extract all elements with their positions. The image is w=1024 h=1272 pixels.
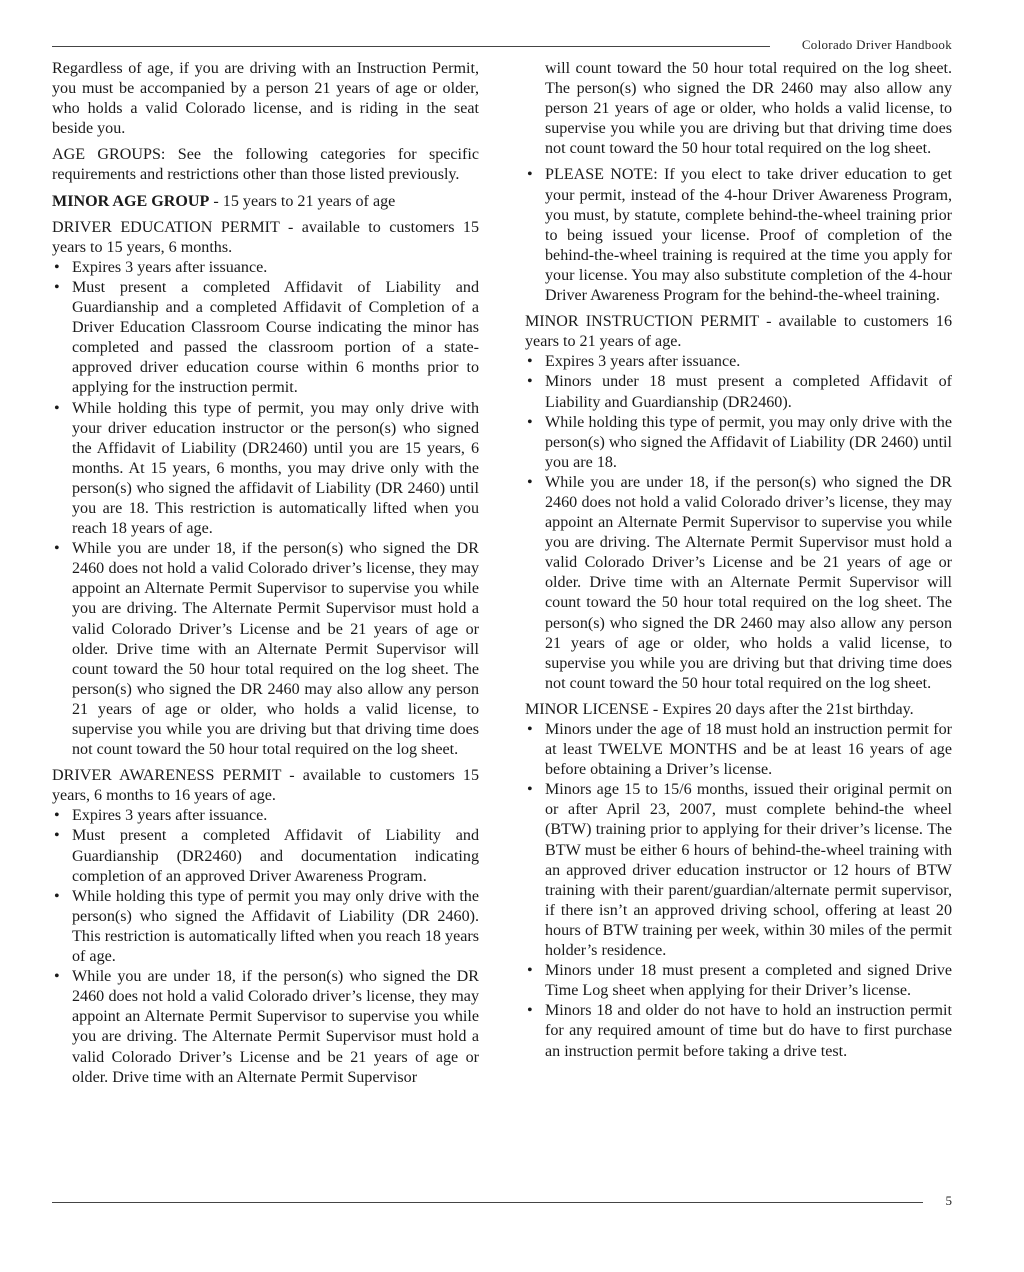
minor-age-group-heading bbox=[52, 192, 479, 212]
driver-education-permit-heading: DRIVER EDUCATION PERMIT - available to customers 15 years to 15 years, 6 months. bbox=[52, 218, 479, 256]
minor-instruction-permit-heading: MINOR INSTRUCTION PERMIT - available to customers 16 years to 21 years of age. bbox=[525, 313, 952, 351]
right-column bbox=[525, 59, 952, 1068]
footer-rule bbox=[52, 1202, 923, 1203]
minor-license-list bbox=[525, 720, 952, 1062]
list-item: • Expires 3 years after issuance. bbox=[52, 806, 479, 826]
minor-instruction-permit-list bbox=[525, 352, 952, 694]
left-column bbox=[52, 59, 479, 1094]
minor-age-group-range: - 15 years to 21 years of age bbox=[209, 192, 396, 210]
list-item: • Minors 18 and older do not have to hold an instruction permit for any required amount of time but do have to first purchase an instruction permit before taking a drive test. bbox=[525, 1001, 952, 1061]
list-item: • Minors age 15 to 15/6 months, issued their original permit on or after April 23, 2007, must complete behind-the wheel (BTW) training prior to applying for their driver’s license. The BTW must be either 6 hours of behind-the-wheel training with an approved driver education instructor or 12 hours of BTW training with their parent/guardian/alternate permit supervisor, if there isn’t an approved driving school, offering at least 20 hours of BTW training per week, within 30 miles of the permit holder’s residence. bbox=[525, 780, 952, 961]
intro-paragraph: Regardless of age, if you are driving with an Instruction Permit, you must be accompanied by a person 21 years of age or older, who holds a valid Colorado license, and is riding in the seat beside you. bbox=[52, 60, 479, 138]
list-item: • Expires 3 years after issuance. bbox=[525, 352, 952, 372]
list-item: • Minors under 18 must present a completed and signed Drive Time Log sheet when applying for their Driver’s license. bbox=[525, 961, 952, 1001]
list-item: • While you are under 18, if the person(s) who signed the DR 2460 does not hold a valid Colorado driver’s license, they may appoint an Alternate Permit Supervisor to supervise you while you are driving. The Alternate Permit Supervisor must hold a valid Colorado Driver’s License and be 21 years of age or older. Drive time with an Alternate Permit Supervisor will count toward the 50 hour total required on the log sheet. The person(s) who signed the DR 2460 may also allow any person 21 years of age or older, who holds a valid license, to supervise you while you are driving but that driving time does not count toward the 50 hour total required on the log sheet. bbox=[52, 539, 479, 760]
list-item: • Minors under the age of 18 must hold an instruction permit for at least TWELVE MONTHS and be at least 16 years of age before obtaining a Driver’s license. bbox=[525, 720, 952, 780]
minor-age-group-label: MINOR AGE GROUP bbox=[52, 192, 210, 210]
list-item: • Must present a completed Affidavit of Liability and Guardianship and a completed Affidavit of Completion of a Driver Education Classroom Course indicating the minor has completed and passed the classroom portion of a state-approved driver education course within 6 months prior to applying for the instruction permit. bbox=[52, 278, 479, 399]
page-number: 5 bbox=[945, 1193, 952, 1208]
driver-awareness-permit-list bbox=[52, 806, 479, 1087]
minor-license-heading: MINOR LICENSE - Expires 20 days after the 21st birthday. bbox=[525, 700, 914, 718]
list-item: • PLEASE NOTE: If you elect to take driver education to get your permit, instead of the 4-hour Driver Awareness Program, you must, by statute, complete behind-the-wheel training prior to being issued your license. Proof of completion of the behind-the-wheel training is required at the time you apply for your license. You may also substitute completion of the 4-hour Driver Awareness Program for the behind-the-wheel training. bbox=[525, 165, 952, 306]
list-item: • Minors under 18 must present a completed Affidavit of Liability and Guardianship (DR2460). bbox=[525, 372, 952, 412]
please-note-list bbox=[525, 165, 952, 306]
list-item: • While holding this type of permit, you may only drive with your driver education instructor or the person(s) who signed the Affidavit of Liability (DR2460) until you are 15 years, 6 months. At 15 years, 6 months, you may drive only with the person(s) who signed the affidavit of Liability (DR 2460) until you are 18. This restriction is automatically lifted when you reach 18 years of age. bbox=[52, 399, 479, 540]
list-item: • While holding this type of permit, you may only drive with the person(s) who signed the Affidavit of Liability (DR 2460) until you are 18. bbox=[525, 413, 952, 473]
list-item: • While holding this type of permit you may only drive with the person(s) who signed the Affidavit of Liability (DR 2460). This restriction is automatically lifted when you reach 18 years of age. bbox=[52, 887, 479, 967]
driver-education-permit-list bbox=[52, 258, 479, 760]
continued-list-item-text: will count toward the 50 hour total required on the log sheet. The person(s) who signed the DR 2460 may also allow any person 21 years of age or older, who holds a valid license, to supervise you while you are driving but that driving time does not count toward the 50 hour total required on the log sheet. bbox=[545, 60, 952, 158]
driver-awareness-permit-heading: DRIVER AWARENESS PERMIT - available to customers 15 years, 6 months to 16 years of age. bbox=[52, 767, 479, 805]
list-item: • Must present a completed Affidavit of Liability and Guardianship (DR2460) and documentation indicating completion of an approved Driver Awareness Program. bbox=[52, 826, 479, 886]
header-rule bbox=[52, 46, 770, 47]
header-title: Colorado Driver Handbook bbox=[801, 37, 952, 52]
list-item: • Expires 3 years after issuance. bbox=[52, 258, 479, 278]
list-item: • While you are under 18, if the person(s) who signed the DR 2460 does not hold a valid Colorado driver’s license, they may appoint an Alternate Permit Supervisor to supervise you while you are driving. The Alternate Permit Supervisor must hold a valid Colorado Driver’s License and be 21 years of age or older. Drive time with an Alternate Permit Supervisor will count toward the 50 hour total required on the log sheet. The person(s) who signed the DR 2460 may also allow any person 21 years of age or older, who holds a valid license, to supervise you while you are driving but that driving time does not count toward the 50 hour total required on the log sheet. bbox=[525, 473, 952, 694]
list-item: • While you are under 18, if the person(s) who signed the DR 2460 does not hold a valid Colorado driver’s license, they may appoint an Alternate Permit Supervisor to supervise you while you are driving. The Alternate Permit Supervisor must hold a valid Colorado Driver’s License and be 21 years of age or older. Drive time with an Alternate Permit Supervisor bbox=[52, 967, 479, 1088]
age-groups-paragraph: AGE GROUPS: See the following categories for specific requirements and restrictions other than those listed previously. bbox=[52, 146, 479, 184]
